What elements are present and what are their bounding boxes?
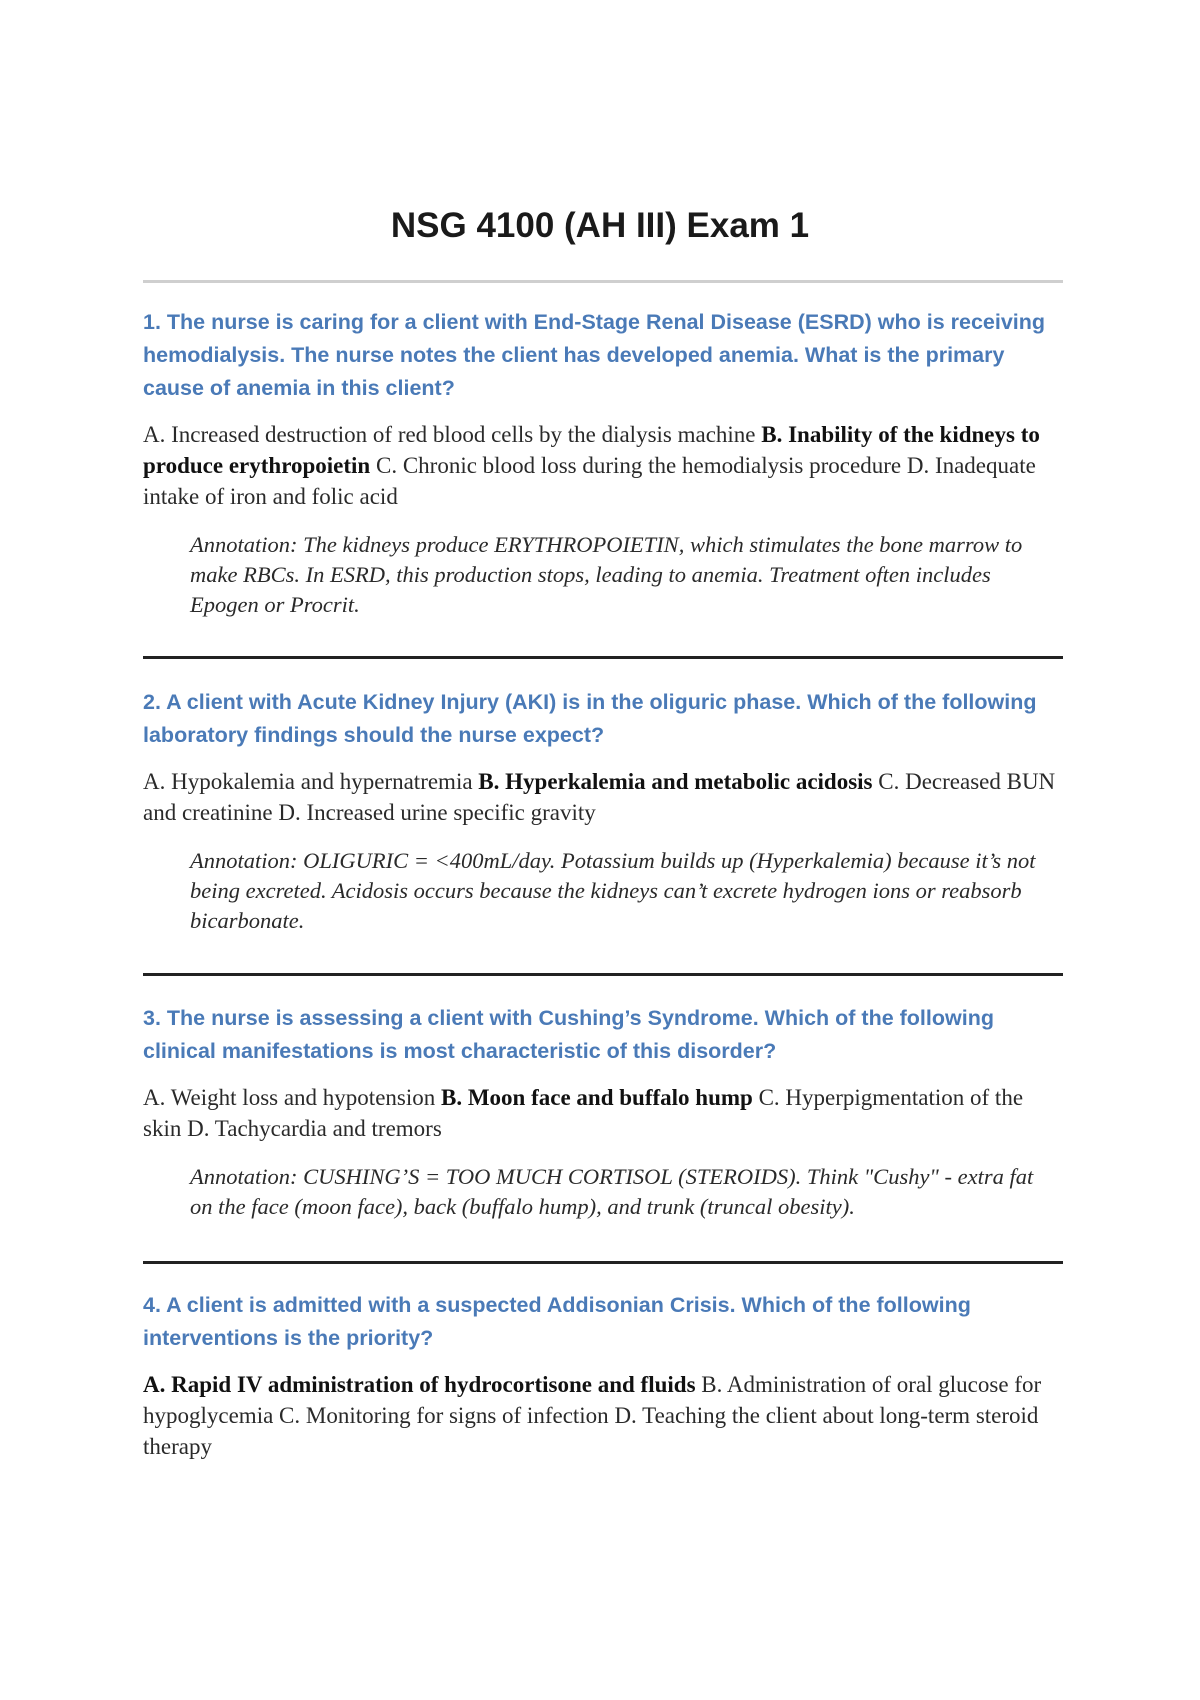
option-d: D. Tachycardia and tremors bbox=[187, 1116, 442, 1141]
question-stem: 3. The nurse is assessing a client with Cushing’s Syndrome. Which of the following clinical manifestations is most characteristic of this disorder? bbox=[143, 1006, 994, 1063]
section-divider bbox=[143, 1261, 1063, 1264]
option-b-correct: B. Hyperkalemia and metabolic acidosis bbox=[478, 769, 873, 794]
title-divider bbox=[143, 280, 1063, 283]
answer-options bbox=[143, 766, 1063, 828]
option-d: D. Teaching the client about long-term steroid therapy bbox=[143, 1403, 1039, 1459]
annotation: Annotation: OLIGURIC = <400mL/day. Potassium builds up (Hyperkalemia) because it’s not being excreted. Acidosis occurs because the kidneys can’t excrete hydrogen ions or reabsorb bicarbonate. bbox=[190, 848, 1036, 933]
question-2 bbox=[143, 686, 1063, 936]
option-d: D. Increased urine specific gravity bbox=[278, 800, 596, 825]
annotation: Annotation: The kidneys produce ERYTHROPOIETIN, which stimulates the bone marrow to make RBCs. In ESRD, this production stops, leading to anemia. Treatment often includes Epogen or Procrit. bbox=[190, 532, 1023, 617]
option-b: B. Administration of oral glucose for hypoglycemia bbox=[143, 1372, 1042, 1428]
question-4 bbox=[143, 1289, 1063, 1462]
option-b-correct: B. Inability of the kidneys to produce erythropoietin bbox=[143, 422, 1040, 478]
question-3 bbox=[143, 1002, 1063, 1222]
answer-options bbox=[143, 419, 1063, 512]
section-divider bbox=[143, 973, 1063, 976]
option-a: A. Increased destruction of red blood cells by the dialysis machine bbox=[143, 422, 756, 447]
question-1 bbox=[143, 306, 1063, 620]
option-b-correct: B. Moon face and buffalo hump bbox=[441, 1085, 753, 1110]
option-c: C. Decreased BUN and creatinine bbox=[143, 769, 1056, 825]
option-c: C. Chronic blood loss during the hemodialysis procedure bbox=[375, 453, 902, 478]
option-a: A. Hypokalemia and hypernatremia bbox=[143, 769, 473, 794]
page-title: NSG 4100 (AH III) Exam 1 bbox=[390, 206, 810, 245]
option-c: C. Hyperpigmentation of the skin bbox=[143, 1085, 1024, 1141]
option-d: D. Inadequate intake of iron and folic acid bbox=[143, 453, 1036, 509]
option-a: A. Weight loss and hypotension bbox=[143, 1085, 436, 1110]
answer-options bbox=[143, 1082, 1063, 1144]
answer-options bbox=[143, 1369, 1063, 1462]
question-stem: 1. The nurse is caring for a client with End-Stage Renal Disease (ESRD) who is receiving hemodialysis. The nurse notes the client has developed anemia. What is the primary cause of anemia in this client? bbox=[143, 310, 1046, 400]
question-stem: 2. A client with Acute Kidney Injury (AKI) is in the oliguric phase. Which of the following laboratory findings should the nurse expect? bbox=[143, 690, 1037, 747]
section-divider bbox=[143, 656, 1063, 659]
option-a-correct: A. Rapid IV administration of hydrocortisone and fluids bbox=[143, 1372, 696, 1397]
annotation: Annotation: CUSHING’S = TOO MUCH CORTISOL (STEROIDS). Think "Cushy" - extra fat on the face (moon face), back (buffalo hump), and trunk (truncal obesity). bbox=[190, 1164, 1034, 1219]
option-c: C. Monitoring for signs of infection bbox=[279, 1403, 609, 1428]
question-stem: 4. A client is admitted with a suspected Addisonian Crisis. Which of the following interventions is the priority? bbox=[143, 1293, 971, 1350]
